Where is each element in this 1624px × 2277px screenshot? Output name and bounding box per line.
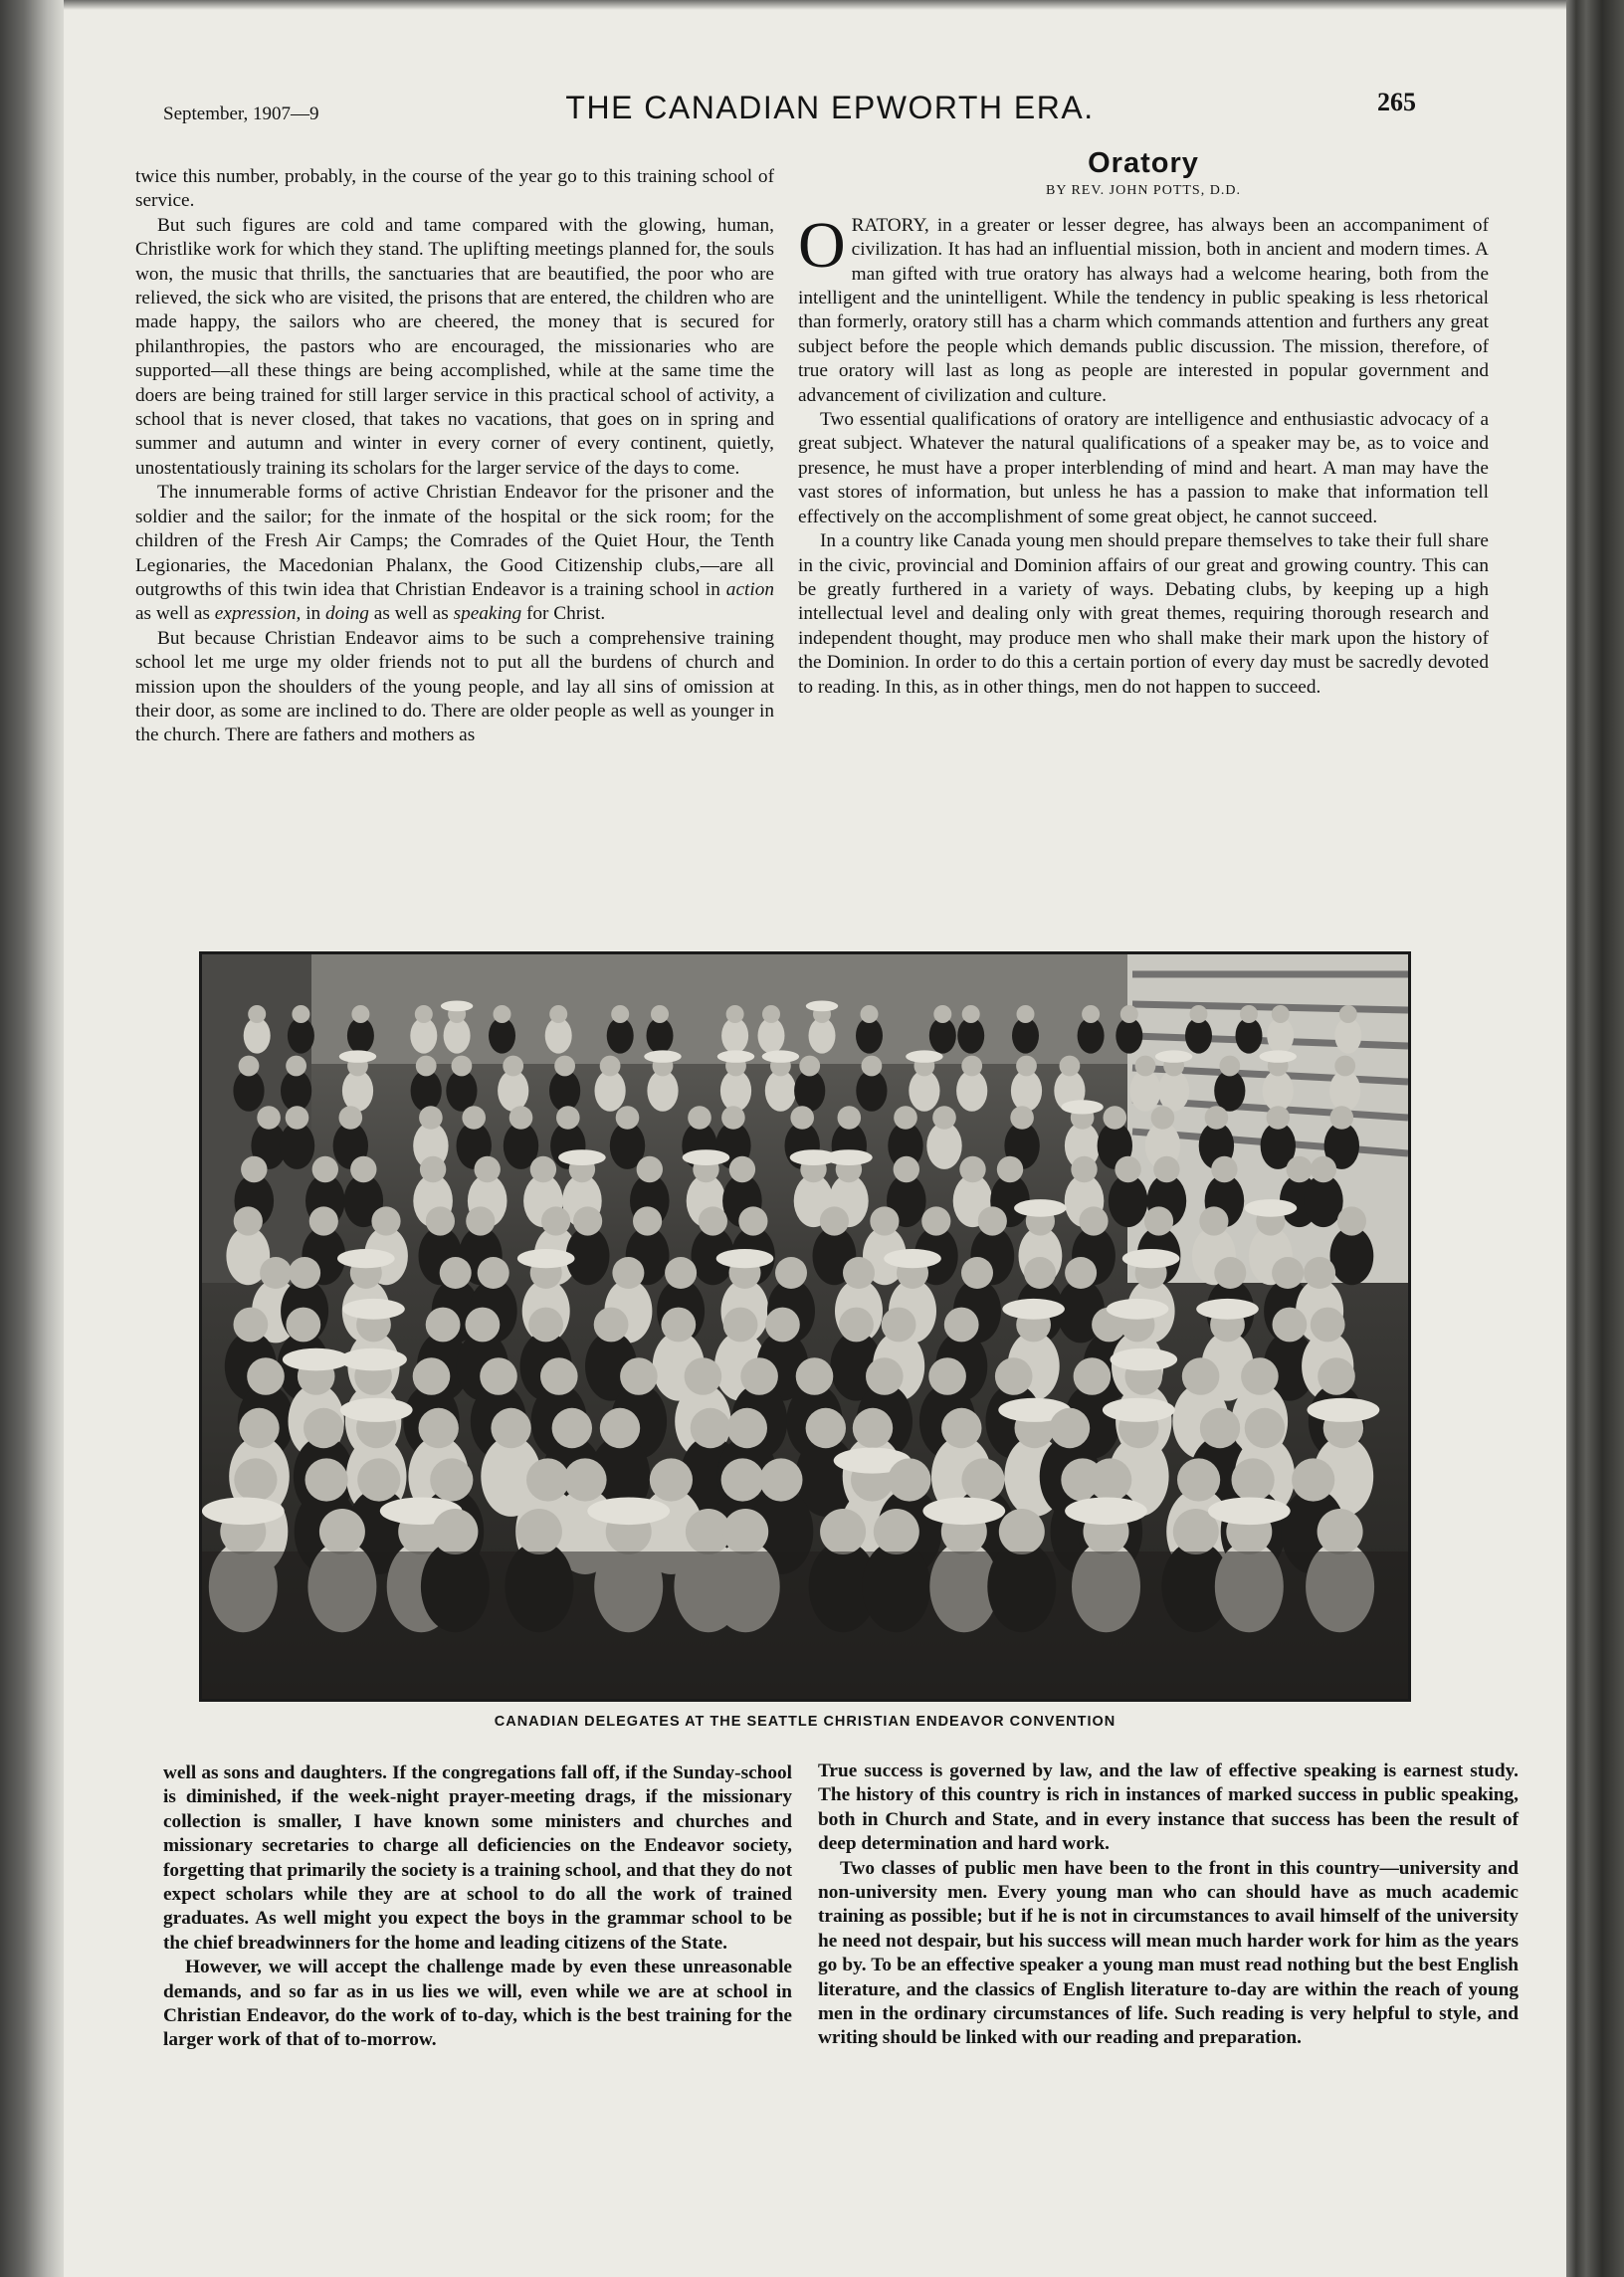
figure-face [853,1408,893,1448]
figure-body [1263,1070,1294,1112]
page-header [64,78,1566,127]
figure-face [371,1206,400,1235]
paragraph: well as sons and daughters. If the congregations fall off, if the Sunday-school is diminished, if the week-night prayer-meeting drags, if the missionary collection is smaller, I have known some ministers and churches and missionary secretaries to charge all deficiencies on the Endeavor society, forgetting that primarily the society is a training school, and that they do not expect scholars while they are at school to do all the work of trained graduates. As well might you expect the boys in the grammar school to be the chief breadwinners for the home and leading citizens of the State. [163,1762,792,1954]
figure-face [665,1257,697,1289]
figure-face [1120,1005,1138,1023]
figure-face [611,1005,629,1023]
figure-hat [587,1498,670,1526]
figure-face [1214,1257,1246,1289]
figure-face [247,1357,285,1395]
figure-face [1272,1005,1290,1023]
figure-face [997,1156,1023,1182]
figure-face [241,1156,267,1182]
figure-face [721,1458,764,1501]
figure-hat [717,1050,754,1062]
italic-run: doing [325,603,369,625]
figure-face [726,1005,744,1023]
text-run: The innumerable forms of active Christian Endeavor for the prisoner and the soldier and the sailor; for the inmate of the hospital or the sick room; for the children of the Fresh Air Camps; the Comrades of the Quiet Hour, the Tenth Legionaries, the Macedonian Phalanx, the Good Citizenship clubs,—are all outgrowths of this twin idea that Christian Endeavor is a training school in [135,482,774,600]
figure-hat [339,1050,376,1062]
text-run: as well as [135,603,210,625]
figure-face [1334,1056,1355,1077]
figure-body [909,1070,939,1112]
figure-face [1318,1357,1355,1395]
magazine-page [64,0,1566,2277]
figure-hat [1002,1299,1065,1320]
paragraph [135,481,774,626]
figure-face [961,1056,982,1077]
scan-binding-left [0,0,64,2277]
figure-hat [644,1050,681,1062]
figure-face [962,1005,980,1023]
figure-face [480,1357,517,1395]
figure-face [1273,1308,1308,1343]
figure-hat [762,1050,799,1062]
magazine-title: THE CANADIAN EPWORTH ERA. [565,90,1095,125]
figure-body [1011,1070,1042,1112]
column-left-top [135,165,774,748]
photo-caption: CANADIAN DELEGATES AT THE SEATTLE CHRISTIAN ENDEAVOR CONVENTION [494,1714,1116,1730]
figure-face [722,1509,768,1554]
figure-face [1219,1056,1240,1077]
figure-face [312,1156,338,1182]
figure-face [1082,1005,1100,1023]
scan-binding-right [1566,0,1624,2277]
figure-face [234,1206,263,1235]
figure-face [1292,1458,1334,1501]
figure-face [838,1106,862,1130]
article-byline: BY REV. JOHN POTTS, D.D. [1046,183,1241,199]
figure-body [233,1070,264,1112]
figure-face [248,1005,266,1023]
figure-face [432,1509,478,1554]
figure-face [839,1308,874,1343]
figure-hat [825,1149,873,1165]
figure-face [1079,1206,1108,1235]
figure-hat [922,1498,1005,1526]
paragraph: However, we will accept the challenge made by even these unreasonable demands, and so far as in us lies we will, even while we are at school in Christian Endeavor, do the work of to-day, which is the best training for the larger work of that of to-morrow. [163,1957,792,2051]
text-run: in [305,603,321,625]
figure-face [416,1056,437,1077]
figure-hat [1155,1050,1192,1062]
figure-body [956,1070,987,1112]
figure-face [1199,1206,1228,1235]
figure-face [882,1308,916,1343]
figure-face [540,1357,578,1395]
figure-face [239,1056,260,1077]
figure-body [856,1070,887,1112]
group-photograph [199,951,1411,1702]
figure-face [289,1257,320,1289]
figure-body [342,1070,373,1112]
figure-face [516,1509,562,1554]
figure-face [1060,1056,1081,1077]
figure-face [452,1056,473,1077]
paragraph: True success is governed by law, and the law of effective speaking is earnest study. The history of this country is rich in instances of marked success in public speaking, both in Church and State, and in every instance that success has been the result of deep determination and hard work. [818,1760,1519,1855]
figure-face [941,1408,981,1448]
figure-body [720,1070,751,1112]
page-top-edge [64,0,1566,10]
figure-face [1177,1458,1220,1501]
figure-face [1010,1106,1034,1130]
figure-face [260,1257,292,1289]
figure-face [309,1206,338,1235]
figure-face [740,1357,778,1395]
paragraph: twice this number, probably, in the course of the year go to this training school of service. [135,166,774,212]
figure-face [1311,1156,1336,1182]
figure-hat [884,1249,941,1268]
paragraph [798,208,1489,408]
figure-face [419,1106,443,1130]
text-run: for Christ. [525,603,606,625]
figure-face [721,1106,745,1130]
figure-face [1153,1156,1179,1182]
figure-face [351,1005,369,1023]
figure-face [862,1056,883,1077]
figure-face [796,1357,834,1395]
figure-face [350,1156,376,1182]
figure-face [286,1308,320,1343]
figure-face [894,1106,917,1130]
figure-face [1190,1005,1208,1023]
figure-face [426,1206,455,1235]
figure-face [999,1509,1045,1554]
figure-face [661,1308,696,1343]
figure-face [234,1308,269,1343]
figure-face [554,1056,575,1077]
figure-hat [1111,1348,1178,1371]
paragraph: But because Christian Endeavor aims to be such a comprehensive training school let me urge my older friends not to put all the burdens of church and mission upon the shoulders of the young people, and lay all sins of omission at their door, as some are inclined to do. There are older people as well as younger in the church. There are fathers and mothers as [135,627,774,746]
figure-hat [1308,1398,1380,1422]
figure-body [1214,1070,1245,1112]
figure-face [339,1106,363,1130]
figure-face [685,1357,722,1395]
figure-face [491,1408,530,1448]
photo-crowd-illustration [202,954,1408,1699]
figure-hat [441,1001,473,1012]
figure-face [1337,1206,1366,1235]
figure-hat [1208,1498,1291,1526]
figure-hat [906,1050,942,1062]
figure-hat [202,1498,285,1526]
figure-body [1329,1070,1360,1112]
figure-face [727,1408,767,1448]
figure-face [1050,1408,1090,1448]
figure-face [541,1206,570,1235]
page-number: 265 [1377,88,1416,116]
figure-hat [1107,1299,1169,1320]
figure-face [723,1308,758,1343]
figure-face [959,1156,985,1182]
figure-face [462,1106,486,1130]
figure-face [738,1206,767,1235]
figure-face [530,1156,556,1182]
figure-face [1071,1156,1097,1182]
figure-face [888,1458,930,1501]
figure-hat [806,1001,838,1012]
paragraph: Two essential qualifications of oratory are intelligence and enthusiastic advocacy of a great subject. Whatever the natural qualifications of a speaker may be, as to voice and presence, he must have a proper interblending of mind and heart. A man may have the vast stores of information, but unless he has a passion to make that information tell effectively on the accomplishment of some great object, he cannot succeed. [798,409,1489,527]
figure-body [647,1070,678,1112]
figure-face [430,1458,473,1501]
figure-face [961,1257,993,1289]
figure-face [552,1408,592,1448]
figure-face [466,1308,501,1343]
figure-face [600,1408,640,1448]
paragraph: But such figures are cold and tame compared with the glowing, human, Christlike work for which they stand. The uplifting meetings planned for, the souls won, the music that thrills, the sanctuaries that are beautified, the poor who are relieved, the sick who are visited, the prisons that are entered, the children who are made happy, the sailors who are cheered, the money that is secured for philanthropies, the pastors who are encouraged, the missionaries who are supported—all these things are being accomplished, while at the same time the doers are being trained for still larger service in this practical school of activity, a school that is never closed, that takes no vacations, that goes on in spring and summer and autumn and winter in every corner of every continent, quietly, unostentatiously training its scholars for the larger service of the days to come. [135,214,774,479]
figure-face [286,1056,306,1077]
figure-face [1144,1206,1173,1235]
figure-face [234,1458,277,1501]
figure-face [494,1005,511,1023]
figure-face [1311,1308,1345,1343]
figure-face [239,1408,279,1448]
figure-face [699,1206,727,1235]
figure-face [420,1156,446,1182]
figure-face [1182,1357,1220,1395]
figure-face [932,1106,956,1130]
figure-face [1330,1106,1354,1130]
figure-face [1267,1106,1291,1130]
figure-face [549,1005,567,1023]
figure-face [933,1005,951,1023]
figure-hat [342,1299,405,1320]
figure-face [1240,1005,1258,1023]
figure-face [304,1408,343,1448]
figure-face [894,1156,919,1182]
figure-body [595,1070,626,1112]
figure-face [870,1206,899,1235]
figure-hat [517,1249,575,1268]
figure-face [419,1408,459,1448]
figure-body [794,1070,825,1112]
figure-body [1304,1174,1343,1227]
figure-hat [683,1149,730,1165]
figure-face [995,1357,1033,1395]
figure-face [286,1106,309,1130]
figure-face [1287,1156,1313,1182]
figure-face [594,1308,629,1343]
figure-face [762,1005,780,1023]
figure-face [413,1357,451,1395]
figure-face [1272,1257,1304,1289]
figure-face [1205,1106,1229,1130]
figure-face [503,1056,523,1077]
figure-face [866,1357,904,1395]
figure-face [1017,1005,1035,1023]
figure-face [691,1408,730,1448]
figure-face [1151,1106,1175,1130]
figure-face [1232,1458,1275,1501]
figure-body [1129,1070,1160,1112]
figure-face [305,1458,348,1501]
figure-face [820,1509,866,1554]
figure-face [466,1206,495,1235]
figure-face [1318,1509,1363,1554]
figure-face [620,1357,658,1395]
figure-hat [1260,1050,1297,1062]
figure-hat [1103,1398,1175,1422]
figure-face [921,1206,950,1235]
figure-face [944,1308,979,1343]
figure-face [790,1106,814,1130]
article-title: Oratory [1088,147,1199,179]
italic-run: action [725,578,774,600]
figure-hat [1196,1299,1259,1320]
figure-body [281,1070,311,1112]
figure-hat [558,1149,606,1165]
figure-face [528,1308,563,1343]
figure-face [843,1257,875,1289]
figure-face [820,1206,849,1235]
figure-face [426,1308,461,1343]
figure-face [961,1458,1004,1501]
figure-face [526,1458,569,1501]
figure-face [292,1005,309,1023]
figure-hat [340,1398,413,1422]
figure-body [498,1070,528,1112]
figure-face [1200,1408,1240,1448]
figure-body [1158,1070,1189,1112]
figure-face [978,1206,1007,1235]
figure-face [765,1308,800,1343]
paragraph: Two classes of public men have been to the front in this country—university and non-university men. Every young man who can should have as much academic training as possible; but if he is not in circumstances to avail himself of the university he need not despair, but his success will mean much harder work for him as the years go by. To be an effective speaker a young man must read nothing but the best English literature, and the classics of English literature to-day are within the reach of young men in the ordinary circumstances of life. Such reading is very helpful to style, and writing should be linked with our reading and preparation. [818,1857,1519,2049]
figure-body [549,1070,580,1112]
italic-run: speaking [453,603,522,625]
figure-face [556,1106,580,1130]
figure-face [357,1458,400,1501]
figure-face [650,1458,693,1501]
italic-run: expression, [214,603,302,625]
figure-face [1135,1056,1156,1077]
issue-date: September, 1907—9 [163,104,319,124]
figure-face [573,1206,602,1235]
figure-hat [1014,1199,1067,1217]
figure-face [799,1056,820,1077]
figure-face [612,1257,644,1289]
figure-face [1074,1357,1112,1395]
figure-hat [1061,1100,1103,1114]
text-run: RATORY, in a greater or lesser degree, has always been an accompaniment of civilization. It has had an influential mission, both in ancient and modern times. A man gifted with true oratory has always had a welcome hearing, both from the intelligent and the unintelligent. While the tendency in public speaking is less rhetorical than formerly, oratory still has a charm which commands attention and furthers any great subject before the people which demands public discussion. The mission, therefore, of true oratory will last as long as people are interested in popular government and advancement of civilization and culture. [798,214,1489,406]
figure-face [563,1458,606,1501]
figure-face [874,1509,919,1554]
figure-hat [339,1348,407,1371]
figure-face [257,1106,281,1130]
figure-hat [1245,1199,1298,1217]
figure-face [600,1056,621,1077]
figure-face [478,1257,509,1289]
figure-body [765,1070,796,1112]
figure-face [1089,1458,1131,1501]
figure-body [446,1070,477,1112]
figure-face [415,1005,433,1023]
figure-face [1024,1257,1056,1289]
figure-face [1211,1156,1237,1182]
text-run: as well as [373,603,449,625]
figure-face [633,1206,662,1235]
figure-face [729,1156,755,1182]
figure-face [1241,1357,1279,1395]
figure-face [1339,1005,1357,1023]
figure-face [637,1156,663,1182]
figure-face [759,1458,802,1501]
drop-cap: O [798,208,846,282]
figure-body [411,1070,442,1112]
figure-face [861,1005,879,1023]
figure-hat [337,1249,395,1268]
figure-face [775,1257,807,1289]
figure-hat [716,1249,774,1268]
figure-face [319,1509,365,1554]
figure-hat [1122,1249,1180,1268]
figure-face [928,1357,966,1395]
figure-face [616,1106,640,1130]
figure-face [1304,1257,1335,1289]
figure-face [1115,1156,1140,1182]
figure-face [1245,1408,1285,1448]
column-right-bottom [818,1760,1519,2051]
figure-face [806,1408,846,1448]
figure-face [475,1156,501,1182]
figure-hat [1065,1498,1147,1526]
figure-face [1016,1056,1037,1077]
paragraph: In a country like Canada young men should prepare themselves to take their full share in the civic, provincial and Dominion affairs of our great and growing country. This can be greatly furthered in a variety of ways. Debating clubs, by keeping up a high intellectual level and dealing only with great themes, requiring thorough research and independent thought, may produce men who shall make their mark upon the history of the Dominion. In order to do this a certain portion of every day must be sacredly devoted to reading. In this, as in other things, men do not happen to succeed. [798,530,1489,698]
figure-face [1104,1106,1127,1130]
figure-face [509,1106,533,1130]
column-left-bottom [163,1761,792,2053]
figure-face [651,1005,669,1023]
figure-body [1109,1174,1148,1227]
figure-face [1065,1257,1097,1289]
figure-face [440,1257,472,1289]
figure-face [688,1106,711,1130]
column-right-top [798,147,1489,700]
